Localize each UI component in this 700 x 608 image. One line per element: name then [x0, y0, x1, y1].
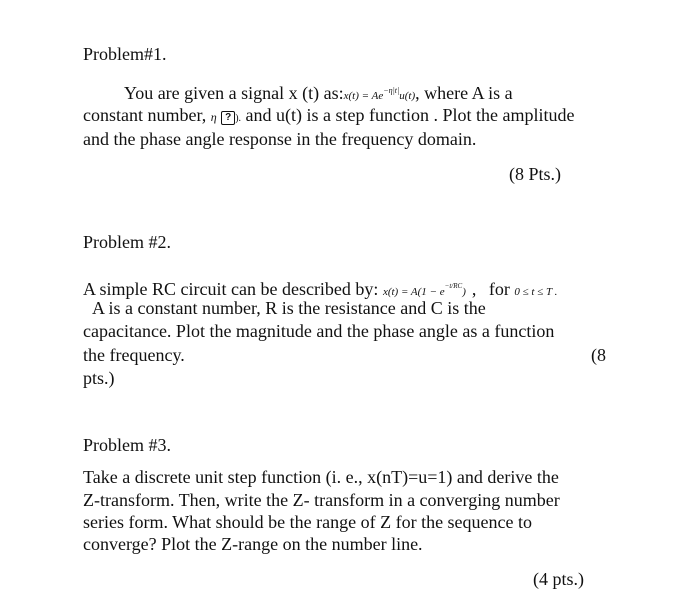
problem1-line1-text: You are given a signal x (t) as: — [124, 83, 344, 103]
problem1-line1-end: , where A is a — [415, 83, 513, 103]
problem1-line3: and the phase angle response in the frequency domain. — [83, 129, 477, 149]
problem3-line4: converge? Plot the Z-range on the number line. — [83, 534, 423, 554]
problem2-line2: A is a constant number, R is the resistance and C is the — [92, 298, 486, 318]
problem2-line1-text: A simple RC circuit can be described by: — [83, 279, 379, 299]
problem3-line3: series form. What should be the range of Z for the sequence to — [83, 512, 533, 532]
problem2-eq-base: x(t) = A(1 − e — [382, 286, 445, 298]
problem2-for: for — [488, 279, 510, 299]
problem1-heading: Problem#1. — [83, 44, 167, 64]
problem1-line1 — [124, 80, 513, 107]
problem2-line3: capacitance. Plot the magnitude and the phase angle as a function — [83, 321, 555, 341]
problem3-line1: Take a discrete unit step function (i. e., x(nT)=u=1) and derive the — [83, 467, 559, 487]
symbol-suffix: ). — [235, 113, 242, 124]
problem2-line4: the frequency. — [83, 345, 185, 365]
problem2-eq-exponent: −t/RC — [444, 282, 463, 290]
problem2-heading: Problem #2. — [83, 232, 171, 252]
problem1-line2 — [83, 104, 575, 130]
problem1-equation — [343, 86, 416, 102]
problem1-line2-start: constant number, — [83, 105, 207, 125]
unknown-symbol-icon: ? — [221, 111, 235, 125]
eta-symbol: η — [210, 110, 217, 124]
problem1-line2-end: and u(t) is a step function . Plot the amplitude — [245, 105, 575, 125]
problem2-points-cont: pts.) — [83, 368, 115, 388]
problem2-comma: , — [471, 279, 477, 299]
problem1-points: (8 Pts.) — [509, 164, 562, 184]
problem2-range: 0 ≤ t ≤ T . — [514, 286, 558, 298]
problem3-heading: Problem #3. — [83, 435, 171, 455]
problem3-points: (4 pts.) — [533, 569, 584, 589]
problem3-line2: Z-transform. Then, write the Z- transform in a converging number — [83, 490, 560, 510]
problem2-points: (8 — [591, 345, 606, 365]
problem1-eq-tail: u(t) — [399, 90, 416, 102]
problem1-eq-exponent: −η|t| — [383, 86, 400, 95]
problem1-eq-base: x(t) = Ae — [343, 90, 384, 102]
problem2-eq-close: ) — [462, 286, 466, 298]
